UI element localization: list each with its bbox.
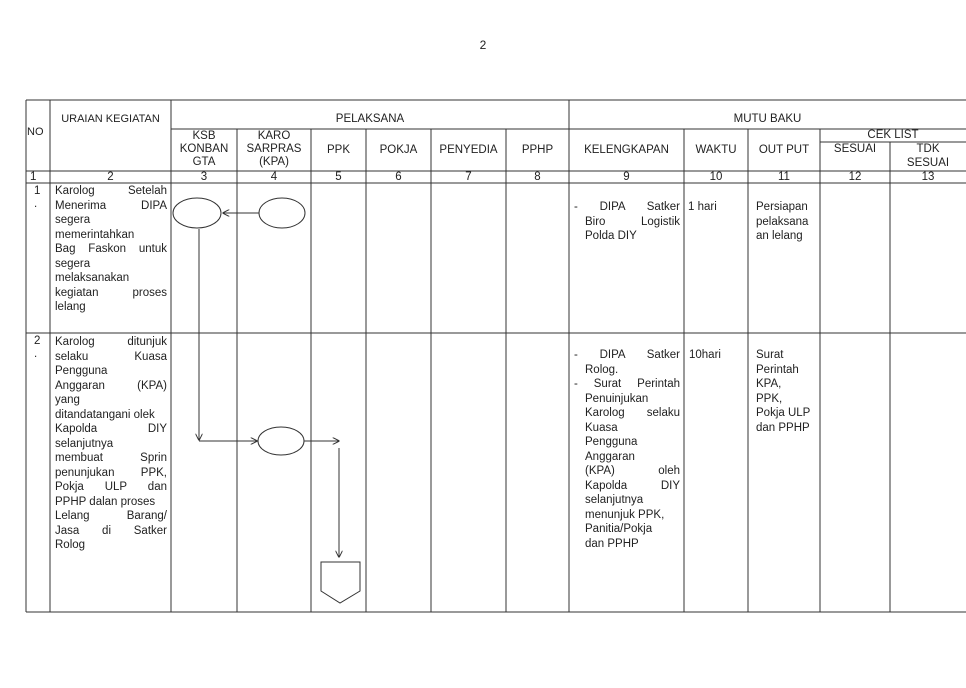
row2-uraian-line: Jasa di Satker [55, 524, 167, 537]
header-tdk-sesuai: TDK SESUAI [906, 143, 950, 169]
row2-kelengkapan-line: Anggaran [585, 450, 635, 463]
row2-output-line: Pokja ULP [756, 407, 811, 419]
row1-output-line: Persiapan [756, 201, 808, 213]
row2-kelengkapan-line: Karolog selaku [585, 407, 680, 419]
row1-uraian-line: melaksanakan [55, 272, 130, 284]
row2-uraian-line: Pengguna [55, 365, 108, 377]
header-penyedia: PENYEDIA [439, 144, 498, 156]
row1-output-line: an lelang [756, 230, 803, 242]
row1-kelengkapan-line: Polda DIY [585, 230, 637, 242]
row2-uraian-line: PPHP dalan proses [55, 495, 156, 508]
row1-uraian-line: segera [55, 214, 91, 226]
row2-kelengkapan-line: Rolog. [585, 363, 619, 376]
row2-kelengkapan [574, 348, 680, 551]
header-kelengkapan: KELENGKAPAN [584, 144, 669, 156]
row1-uraian-line: lelang [55, 301, 86, 313]
colnum-6: 6 [395, 171, 402, 183]
row1-uraian-line: memerintahkan [55, 228, 135, 241]
header-pokja: POKJA [379, 144, 418, 156]
row1-uraian-line: kegiatan proses [55, 286, 167, 299]
row1-output [756, 200, 818, 244]
header-ksb-konban-gta: KSB KONBAN GTA [179, 130, 229, 168]
row2-kelengkapan-line: Kuasa [585, 421, 618, 434]
colnum-7: 7 [465, 171, 472, 183]
row2-uraian-line: selanjutnya [55, 437, 114, 450]
row2-kelengkapan-line: - DIPA Satker [574, 349, 680, 361]
colnum-1: 1 [30, 171, 37, 183]
header-mutu-baku: MUTU BAKU [733, 113, 802, 125]
row1-kelengkapan [574, 200, 680, 244]
header-waktu: WAKTU [695, 144, 737, 156]
colnum-5: 5 [335, 171, 342, 183]
page-number: 2 [479, 38, 487, 52]
row2-uraian-line: Pokja ULP dan [55, 481, 167, 493]
row2-uraian-line: penunjukan PPK, [55, 466, 167, 479]
row2-uraian [55, 335, 167, 553]
row2-uraian-line: Rolog [55, 539, 86, 551]
row2-output-line: PPK, [756, 392, 783, 405]
header-uraian-kegiatan: URAIAN KEGIATAN [61, 113, 160, 125]
row2-no: 2 . [34, 335, 41, 360]
row2-uraian-line: yang [55, 394, 80, 406]
header-no: NO [27, 126, 44, 138]
row2-output-line: KPA, [756, 378, 782, 390]
row1-uraian-line: segera [55, 257, 91, 270]
row2-kelengkapan-line: (KPA) oleh [585, 465, 680, 477]
row1-uraian [55, 184, 167, 315]
colnum-3: 3 [200, 171, 208, 183]
colnum-2: 2 [107, 171, 114, 183]
row1-kelengkapan-line: Biro Logistik [585, 215, 680, 228]
row1-uraian-line: Karolog Setelah [55, 185, 167, 197]
header-ppk: PPK [326, 144, 350, 156]
ksb-start-ellipse [173, 198, 221, 228]
row1-no: 1 . [34, 185, 41, 210]
row2-uraian-line: ditandatangani olek [55, 408, 155, 421]
colnum-13: 13 [921, 171, 935, 183]
colnum-4: 4 [270, 171, 278, 183]
ppk-offpage-connector [321, 562, 360, 603]
row2-uraian-line: membuat Sprin [55, 452, 167, 464]
row2-kelengkapan-line: Penuinjukan [585, 392, 649, 405]
row2-output-line: Surat [756, 349, 784, 361]
colnum-10: 10 [709, 171, 723, 183]
row1-uraian-line: Bag Faskon untuk [55, 243, 167, 255]
row2-uraian-line: Karolog ditunjuk [55, 336, 167, 348]
row2-kelengkapan-line: - Surat Perintah [574, 378, 680, 390]
header-cek-list: CEK LIST [867, 129, 919, 141]
colnum-12: 12 [848, 171, 862, 183]
row2-kelengkapan-line: Pengguna [585, 436, 638, 448]
row2-waktu: 10hari [689, 349, 721, 361]
row1-output-line: pelaksana [756, 215, 809, 228]
colnum-8: 8 [534, 171, 541, 183]
colnum-9: 9 [623, 171, 630, 183]
row1-kelengkapan-line: - DIPA Satker [574, 201, 680, 213]
header-sesuai: SESUAI [833, 143, 877, 155]
colnum-11: 11 [778, 171, 790, 183]
row2-kelengkapan-line: dan PPHP [585, 537, 639, 550]
row2-uraian-line: selaku Kuasa [55, 350, 167, 363]
row2-uraian-line: Anggaran (KPA) [55, 379, 167, 392]
row2-kelengkapan-line: menunjuk PPK, [585, 508, 665, 521]
karo-step1-ellipse [259, 198, 305, 228]
karo-step2-ellipse [258, 427, 304, 455]
header-karo-sarpras: KARO SARPRAS (KPA) [246, 130, 302, 168]
row1-waktu: 1 hari [688, 201, 717, 213]
row2-kelengkapan-line: selanjutnya [585, 494, 644, 506]
header-output: OUT PUT [758, 144, 810, 156]
row2-uraian-line: Lelang Barang/ [55, 510, 167, 522]
row2-uraian-line: Kapolda DIY [55, 423, 167, 435]
row2-kelengkapan-line: Kapolda DIY [585, 479, 680, 492]
header-pelaksana: PELAKSANA [335, 113, 405, 125]
row2-output-line: Perintah [756, 363, 799, 376]
row2-output [756, 348, 818, 435]
row2-output-line: dan PPHP [756, 421, 810, 434]
row1-uraian-line: Menerima DIPA [55, 199, 167, 212]
row2-kelengkapan-line: Panitia/Pokja [585, 523, 653, 535]
header-pphp: PPHP [521, 144, 554, 156]
